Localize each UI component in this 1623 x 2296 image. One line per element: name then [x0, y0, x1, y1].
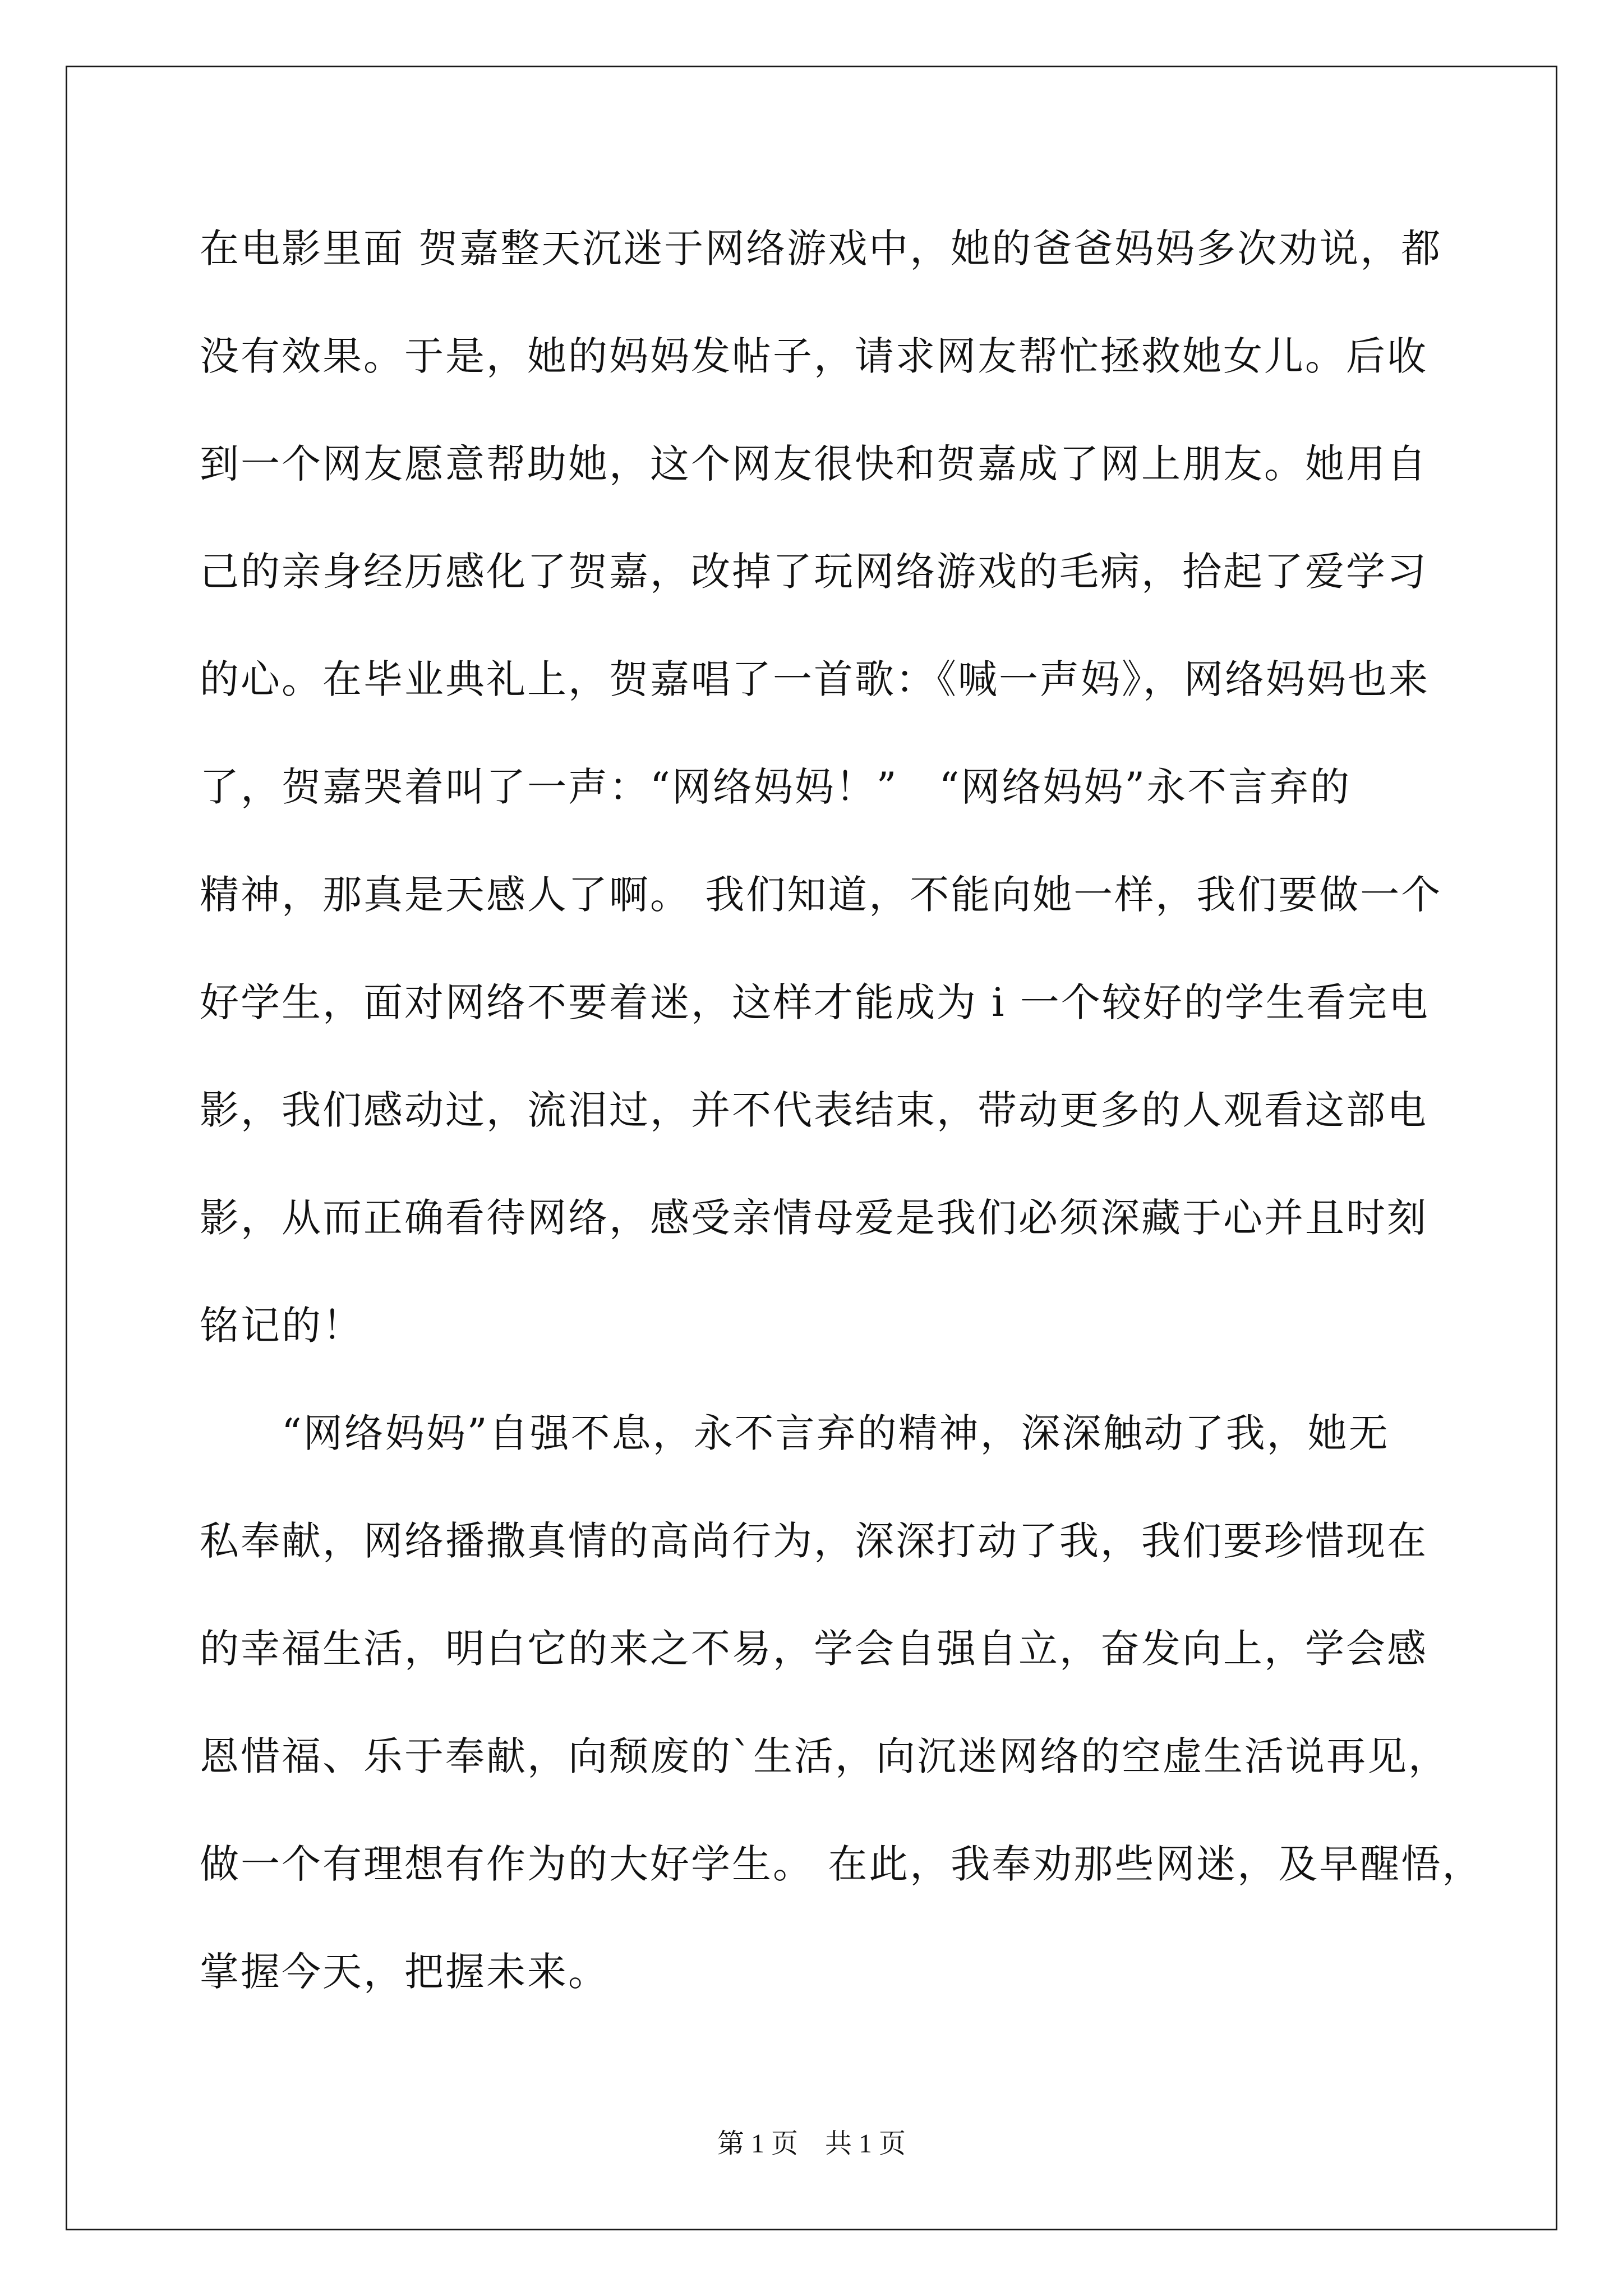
text-line: 的心。在毕业典礼上，贺嘉唱了一首歌：《喊一声妈》，网络妈妈也来 [200, 656, 1430, 702]
text-line: 精神，那真是天感人了啊。 我们知道，不能向她一样，我们要做一个 [200, 872, 1442, 918]
text-line: 影，从而正确看待网络，感受亲情母爱是我们必须深藏于心并且时刻 [200, 1195, 1428, 1241]
document-body [200, 218, 1483, 2049]
text-line: 影，我们感动过，流泪过，并不代表结束，带动更多的人观看这部电 [200, 1087, 1428, 1133]
text-line: 铭记的！ [200, 1303, 363, 1349]
text-line: 没有效果。于是，她的妈妈发帖子，请求网友帮忙拯救她女儿。后收 [200, 333, 1428, 379]
page-number-footer: 第 1 页 共 1 页 [717, 2129, 906, 2159]
text-line: 掌握今天，把握未来。 [200, 1949, 609, 1995]
text-line: 到一个网友愿意帮助她，这个网友很快和贺嘉成了网上朋友。她用自 [200, 441, 1428, 487]
text-line: 好学生，面对网络不要着迷，这样才能成为 i 一个较好的学生看完电 [200, 979, 1430, 1025]
text-line: 己的亲身经历感化了贺嘉，改掉了玩网络游戏的毛病，拾起了爱学习 [200, 549, 1428, 595]
text-line: 了，贺嘉哭着叫了一声：“网络妈妈！” “网络妈妈”永不言弃的 [200, 764, 1352, 810]
text-line: 恩惜福、乐于奉献，向颓废的`生活，向沉迷网络的空虚生活说再见， [200, 1733, 1449, 1779]
text-line: 在电影里面 贺嘉整天沉迷于网络游戏中，她的爸爸妈妈多次劝说，都 [200, 226, 1442, 272]
text-line: 做一个有理想有作为的大好学生。 在此，我奉劝那些网迷，及早醒悟， [200, 1841, 1483, 1887]
text-line: 私奉献，网络播撒真情的高尚行为，深深打动了我，我们要珍惜现在 [200, 1518, 1428, 1564]
text-line: “网络妈妈”自强不息，永不言弃的精神，深深触动了我，她无 [200, 1410, 1390, 1456]
text-line: 的幸福生活，明白它的来之不易，学会自强自立，奋发向上，学会感 [200, 1626, 1428, 1672]
